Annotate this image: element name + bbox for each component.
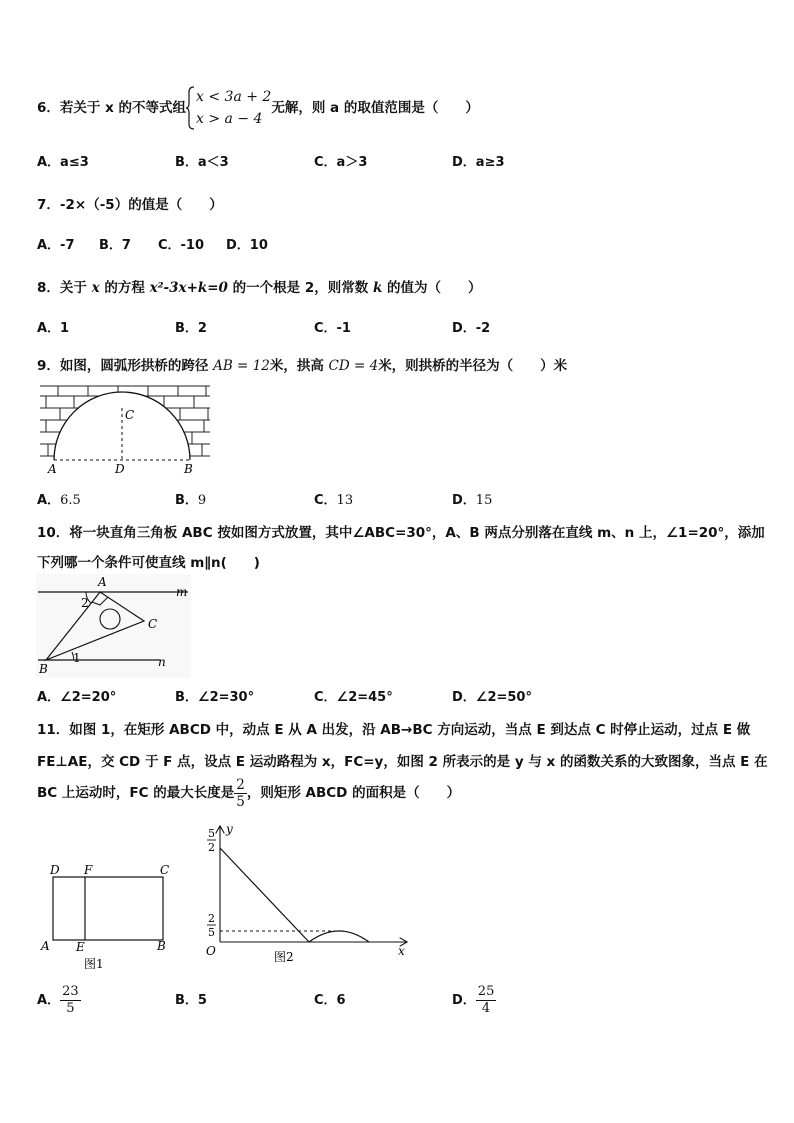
q11-figure-2 (196, 822, 414, 970)
q11-option-a-den: 5 (66, 1001, 75, 1016)
q8-stem-b: 的方程 (99, 280, 150, 296)
label-a: A (41, 939, 50, 953)
q9-option-a-value: 6.5 (60, 493, 81, 508)
q8-option-d[interactable]: D．-2 (452, 321, 491, 336)
q11-option-d-letter: D． (452, 993, 476, 1008)
q11-option-d-num: 25 (477, 984, 495, 999)
figure-background (36, 574, 191, 678)
q11-option-d-fraction (476, 984, 497, 1017)
q9-height-cd: CD = 4 (328, 358, 379, 374)
top-fraction-num: 5 (208, 827, 215, 840)
q10-option-c[interactable]: C．∠2=45° (314, 690, 393, 705)
caption-figure-2: 图2 (274, 950, 294, 964)
q9-option-d[interactable] (452, 489, 492, 508)
q6-option-b[interactable]: B．a＜3 (175, 155, 229, 170)
label-2: 2 (81, 596, 89, 610)
q9-option-b-value: 9 (197, 493, 207, 508)
q11-option-d[interactable] (452, 981, 496, 1021)
label-f: F (84, 863, 93, 877)
caption-figure-1: 图1 (84, 957, 104, 971)
q8-option-b[interactable]: B．2 (175, 321, 207, 336)
q8-equation: x²-3x+k=0 (149, 280, 228, 296)
q7-option-d[interactable]: D．10 (226, 238, 268, 253)
q11-line3 (37, 773, 460, 813)
q9-option-c-value: 13 (336, 493, 354, 508)
q9-option-b-letter: B． (175, 493, 198, 508)
q8-stem (37, 276, 482, 296)
q8-stem-c: 的一个根是 2，则常数 (227, 280, 373, 296)
q6-option-c[interactable]: C．a＞3 (314, 155, 368, 170)
low-fraction-num: 2 (208, 912, 215, 925)
q11-max-den: 5 (236, 793, 245, 810)
q10-line1: 10．将一块直角三角板 ABC 按如图方式放置，其中∠ABC=30°，A、B 两点分别落在直线 m、n 上，∠1=20°，添加 (37, 525, 765, 541)
label-e: E (76, 940, 85, 954)
q6-ineq1: x < 3a + 2 (196, 89, 272, 105)
q9-stem-b: 米，拱高 (269, 358, 329, 374)
q6-suffix: 无解，则 a 的取值范围是（ ） (271, 100, 479, 116)
label-1: 1 (73, 651, 81, 665)
q11-line2: FE⊥AE，交 CD 于 F 点，设点 E 运动路程为 x，FC=y，如图 2 所表示的是 y 与 x 的函数关系的大致图象，当点 E 在 (37, 754, 768, 770)
label-a: A (48, 462, 57, 476)
q10-option-b[interactable]: B．∠2=30° (175, 690, 255, 705)
q6-stem (37, 86, 479, 130)
label-b: B (157, 939, 166, 953)
q11-option-a-num: 23 (62, 984, 79, 999)
q11-option-b[interactable]: B．5 (175, 993, 207, 1008)
q7-option-a[interactable]: A．-7 (37, 238, 75, 253)
label-b: B (39, 662, 48, 676)
label-m: m (176, 585, 188, 599)
axis-label-y: y (226, 822, 233, 836)
top-fraction-den: 2 (208, 841, 215, 854)
q11-max-num: 2 (236, 776, 245, 793)
q11-line1: 11．如图 1，在矩形 ABCD 中，动点 E 从 A 出发，沿 AB→BC 方向运动，当点 E 到达点 C 时停止运动，过点 E 做 (37, 722, 751, 738)
q6-option-a[interactable]: A．a≤3 (37, 155, 89, 170)
origin-label: O (206, 944, 216, 958)
low-fraction-den: 5 (208, 926, 215, 939)
q9-span-ab: AB = 12 (213, 358, 270, 374)
q7-option-b[interactable]: B．7 (99, 238, 131, 253)
label-b: B (184, 462, 193, 476)
label-c: C (125, 408, 135, 422)
q7-option-c[interactable]: C．-10 (158, 238, 205, 253)
q10-line2: 下列哪一个条件可使直线 m∥n( ) (37, 555, 260, 571)
q6-inequality-system (186, 86, 271, 130)
q6-option-d[interactable]: D．a≥3 (452, 155, 505, 170)
q9-option-d-value: 15 (475, 493, 493, 508)
q11-option-a-letter: A． (37, 993, 61, 1008)
q11-option-d-den: 4 (481, 1001, 491, 1016)
q6-prefix: 6．若关于 x 的不等式组 (37, 100, 187, 116)
q9-option-b[interactable] (175, 489, 206, 508)
q10-option-d[interactable]: D．∠2=50° (452, 690, 532, 705)
graph-arc (309, 931, 369, 942)
rectangle-abcd (53, 877, 163, 940)
q8-var-k: k (372, 280, 383, 296)
q9-option-c-letter: C． (314, 493, 337, 508)
q9-option-d-letter: D． (452, 493, 476, 508)
q6-ineq2: x > a − 4 (196, 111, 263, 127)
q9-bridge-figure (38, 384, 216, 476)
axis-label-x: x (398, 944, 405, 958)
q9-stem (37, 354, 567, 374)
q11-max-fraction (234, 777, 247, 810)
q9-option-c[interactable] (314, 489, 353, 508)
q8-stem-a: 8．关于 (37, 280, 92, 296)
q9-stem-c: 米，则拱桥的半径为（ ）米 (378, 358, 568, 374)
q11-option-a[interactable] (37, 981, 81, 1021)
label-c: C (148, 617, 158, 631)
q8-stem-d: 的值为（ ） (382, 280, 482, 296)
q8-var-x: x (91, 280, 100, 296)
q8-option-a[interactable]: A．1 (37, 321, 70, 336)
q11-line3-a: BC 上运动时，FC 的最大长度是 (37, 785, 235, 801)
label-d: D (115, 462, 125, 476)
q11-option-a-fraction (60, 984, 81, 1017)
label-d: D (50, 863, 60, 877)
q11-figure-1 (40, 858, 180, 974)
q11-line3-b: ，则矩形 ABCD 的面积是（ ） (246, 785, 461, 801)
q9-stem-a: 9．如图，圆弧形拱桥的跨径 (37, 358, 214, 374)
graph-descending-line (220, 848, 309, 942)
brace-icon (186, 86, 195, 130)
label-n: n (158, 655, 166, 669)
q7-stem: 7．-2×（-5）的值是（ ） (37, 197, 223, 213)
q11-option-c[interactable]: C．6 (314, 993, 346, 1008)
q9-option-a[interactable] (37, 489, 81, 508)
q9-option-a-letter: A． (37, 493, 61, 508)
q8-option-c[interactable]: C．-1 (314, 321, 351, 336)
label-c: C (160, 863, 170, 877)
q10-triangle-figure (36, 574, 191, 678)
q10-option-a[interactable]: A．∠2=20° (37, 690, 117, 705)
label-a: A (98, 575, 107, 589)
